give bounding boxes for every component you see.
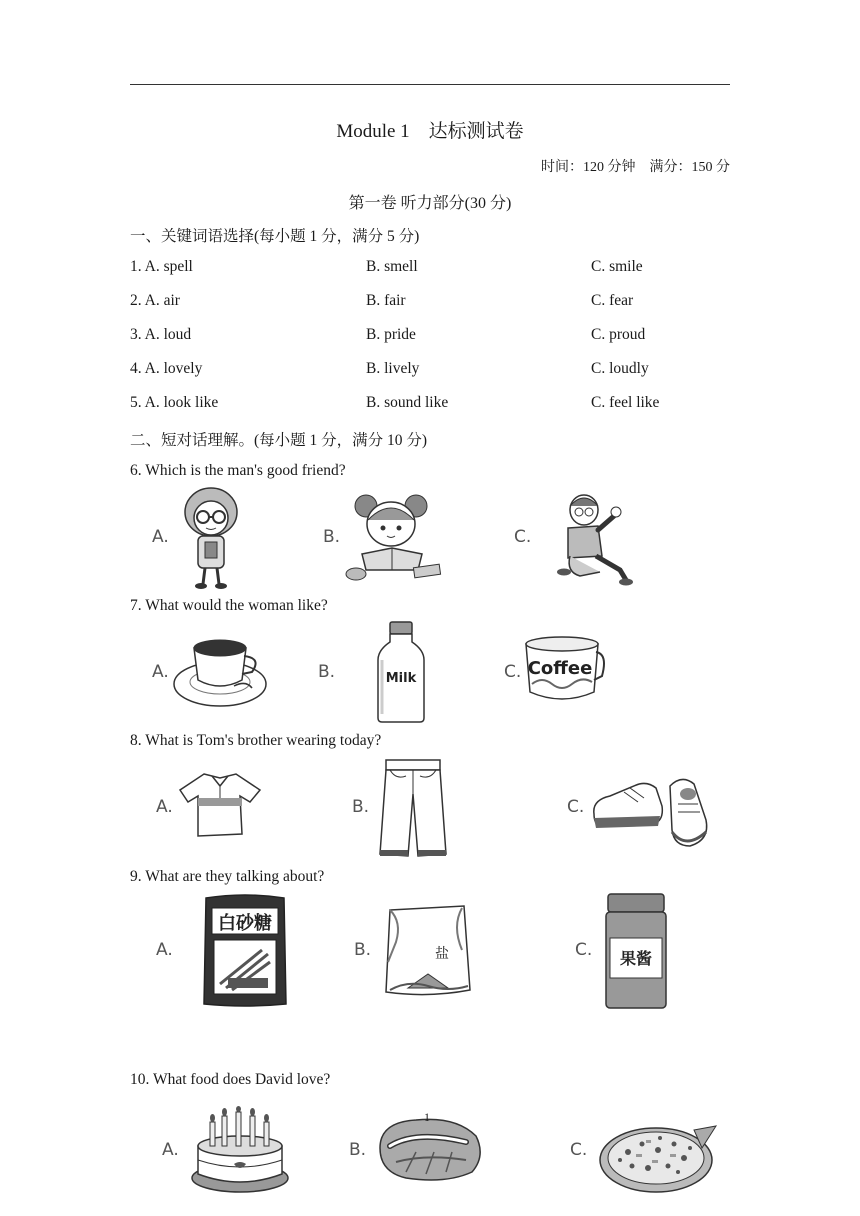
question-6: 6. Which is the man's good friend? bbox=[130, 462, 346, 479]
option-c: C. smile bbox=[591, 258, 643, 275]
page-number: 1 bbox=[424, 1110, 430, 1124]
option-b-label: B. bbox=[352, 797, 370, 817]
option-b-label: B. bbox=[318, 662, 336, 682]
trousers-picture bbox=[378, 758, 448, 858]
question-7: 7. What would the woman like? bbox=[130, 597, 328, 614]
tea-cup-picture bbox=[172, 634, 268, 710]
salt-bag-picture bbox=[378, 902, 474, 998]
sugar-label: 白砂糖 bbox=[218, 913, 272, 934]
question-9: 9. What are they talking about? bbox=[130, 868, 325, 885]
option-b: B. lively bbox=[366, 360, 420, 377]
option-a-label: A. bbox=[152, 527, 169, 547]
option-c: C. fear bbox=[591, 292, 634, 309]
choice-row bbox=[0, 326, 860, 348]
salt-label: 盐 bbox=[435, 946, 449, 962]
choice-row bbox=[0, 258, 860, 280]
girl-reading-picture bbox=[344, 490, 444, 586]
question-8: 8. What is Tom's brother wearing today? bbox=[130, 732, 382, 749]
option-c-label: C. bbox=[570, 1140, 588, 1160]
option-b: B. sound like bbox=[366, 394, 449, 411]
boy-sitting-picture bbox=[556, 492, 636, 588]
sugar-bag-picture bbox=[202, 892, 288, 1008]
option-c-label: C. bbox=[575, 940, 593, 960]
option-c: C. feel like bbox=[591, 394, 660, 411]
part-heading: 第一卷 听力部分(30 分) bbox=[348, 195, 512, 212]
option-b: B. smell bbox=[366, 258, 418, 275]
option-a-label: A. bbox=[152, 662, 169, 682]
option-c-label: C. bbox=[504, 662, 522, 682]
milk-label: Milk bbox=[385, 671, 417, 686]
top-rule bbox=[130, 84, 730, 85]
choice-row bbox=[0, 394, 860, 416]
option-b: B. pride bbox=[366, 326, 416, 343]
section1-heading: 一、关键词语选择(每小题 1 分，满分 5 分) bbox=[130, 228, 420, 245]
option-c: C. proud bbox=[591, 326, 646, 343]
option-a: 2. A. air bbox=[130, 292, 180, 309]
question-10: 10. What food does David love? bbox=[130, 1071, 331, 1088]
coffee-label: Coffee bbox=[527, 658, 593, 679]
option-a: 3. A. loud bbox=[130, 326, 192, 343]
option-c-label: C. bbox=[514, 527, 532, 547]
birthday-cake-picture bbox=[190, 1106, 290, 1194]
option-c-label: C. bbox=[567, 797, 585, 817]
option-b: B. fair bbox=[366, 292, 406, 309]
section2-heading: 二、短对话理解。(每小题 1 分，满分 10 分) bbox=[130, 432, 428, 449]
coffee-cup-picture bbox=[522, 636, 606, 708]
option-a-label: A. bbox=[156, 940, 173, 960]
option-b-label: B. bbox=[323, 527, 341, 547]
pizza-picture bbox=[598, 1118, 718, 1196]
shirt-picture bbox=[178, 768, 262, 840]
bread-picture bbox=[376, 1112, 484, 1184]
option-b-label: B. bbox=[354, 940, 372, 960]
choice-row bbox=[0, 360, 860, 382]
option-a: 5. A. look like bbox=[130, 394, 219, 411]
sneakers-picture bbox=[590, 770, 716, 850]
option-a-label: A. bbox=[156, 797, 173, 817]
girl-with-glasses-picture bbox=[176, 486, 246, 590]
jam-jar-picture bbox=[604, 892, 668, 1010]
choice-row bbox=[0, 292, 860, 314]
option-c: C. loudly bbox=[591, 360, 649, 377]
option-a: 1. A. spell bbox=[130, 258, 193, 275]
option-a-label: A. bbox=[162, 1140, 179, 1160]
milk-bottle-picture bbox=[376, 620, 426, 724]
option-b-label: B. bbox=[349, 1140, 367, 1160]
time-score-info: 时间：120 分钟 满分：150 分 bbox=[541, 160, 730, 175]
page-title: Module 1 达标测试卷 bbox=[336, 121, 524, 142]
jam-label: 果酱 bbox=[619, 949, 653, 968]
option-a: 4. A. lovely bbox=[130, 360, 203, 377]
